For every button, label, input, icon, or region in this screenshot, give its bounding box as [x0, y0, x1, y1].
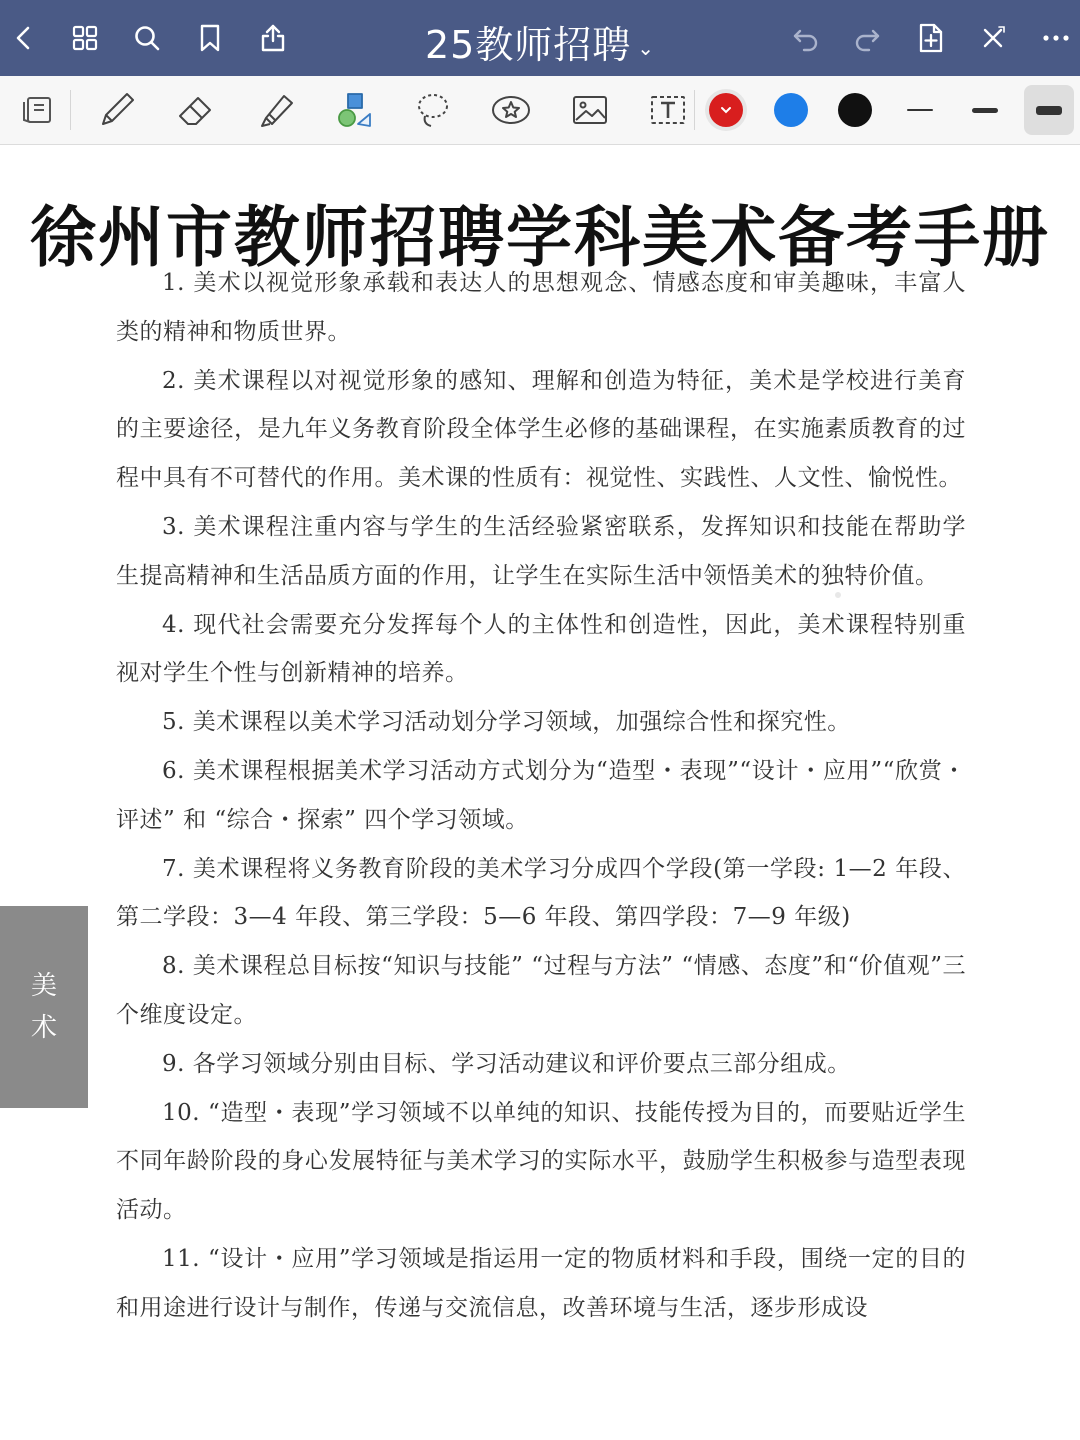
- pen-tool-icon[interactable]: [93, 86, 141, 134]
- page-heading: 徐州市教师招聘学科美术备考手册: [30, 199, 1050, 276]
- annotation-toolbar: [0, 76, 1080, 145]
- color-swatch-black[interactable]: [838, 93, 872, 127]
- paragraph: 3. 美术课程注重内容与学生的生活经验紧密联系，发挥知识和技能在帮助学生提高精神和生活品质方面的作用，让学生在实际生活中领悟美术的独特价值。: [116, 513, 966, 589]
- paragraph: 1. 美术以视觉形象承载和表达人的思想观念、情感态度和审美趣味，丰富人类的精神和物质世界。: [116, 270, 966, 345]
- undo-icon[interactable]: [785, 18, 825, 58]
- color-swatch-red[interactable]: [709, 93, 743, 127]
- chevron-down-icon: ⌄: [637, 35, 656, 60]
- paragraph: 11. “设计・应用”学习领域是指运用一定的物质材料和手段，围绕一定的目的和用途进行设计与制作，传递与交流信息，改善环境与生活，逐步形成设: [116, 1245, 966, 1321]
- text-tool-icon[interactable]: [644, 86, 692, 134]
- shapes-tool-icon[interactable]: [330, 86, 378, 134]
- stroke-thick-option[interactable]: [1024, 85, 1074, 135]
- paragraph: 6. 美术课程根据美术学习活动方式划分为“造型・表现”“设计・应用”“欣赏・评述” 和 “综合・探索” 四个学习领域。: [116, 757, 966, 833]
- redo-icon[interactable]: [848, 18, 888, 58]
- toolbar-divider: [70, 90, 71, 130]
- lasso-tool-icon[interactable]: [409, 86, 457, 134]
- subject-side-tab[interactable]: [0, 906, 88, 1108]
- side-tab-label: 美术: [30, 971, 57, 1043]
- toolbar-divider: [694, 90, 695, 130]
- highlighter-tool-icon[interactable]: [252, 86, 300, 134]
- paragraph: 9. 各学习领域分别由目标、学习活动建议和评价要点三部分组成。: [162, 1050, 851, 1077]
- sticker-tool-icon[interactable]: [487, 86, 535, 134]
- paragraph: 10. “造型・表现”学习领域不以单纯的知识、技能传授为目的，而要贴近学生不同年龄阶段的身心发展特征与美术学习的实际水平，鼓励学生积极参与造型表现活动。: [116, 1099, 966, 1224]
- stroke-medium-option[interactable]: [960, 92, 1010, 128]
- image-tool-icon[interactable]: [566, 86, 614, 134]
- chevron-down-icon: [709, 93, 743, 127]
- title-bar: [0, 0, 1080, 76]
- paragraph: 8. 美术课程总目标按“知识与技能” “过程与方法” “情感、态度”和“价值观”三个维度设定。: [116, 953, 966, 1028]
- paragraph: 7. 美术课程将义务教育阶段的美术学习分成四个学段(第一学段: 1—2 年段、第二学段：3—4 年段、第三学段：5—6 年段、第四学段：7—9 年级): [116, 855, 966, 931]
- paragraph: 5. 美术课程以美术学习活动划分学习领域，加强综合性和探究性。: [162, 709, 851, 736]
- color-swatch-blue[interactable]: [774, 93, 808, 127]
- eraser-tool-icon[interactable]: [172, 86, 220, 134]
- close-icon[interactable]: [973, 18, 1013, 58]
- add-page-icon[interactable]: [911, 18, 951, 58]
- paragraph: 2. 美术课程以对视觉形象的感知、理解和创造为特征，美术是学校进行美育的主要途径，是九年义务教育阶段全体学生必修的基础课程，在实施素质教育的过程中具有不可替代的作用。美术课的性质有：视觉性、实践性、人文性、愉悦性。: [116, 367, 966, 492]
- document-title-text: 25教师招聘: [424, 23, 632, 67]
- stroke-thin-option[interactable]: [895, 92, 945, 128]
- scroll-indicator-dot: [835, 592, 841, 598]
- read-mode-icon[interactable]: [14, 86, 62, 134]
- page-body: [116, 259, 966, 1333]
- document-page: [0, 144, 1080, 1440]
- more-options-icon[interactable]: [1036, 18, 1076, 58]
- paragraph: 4. 现代社会需要充分发挥每个人的主体性和创造性，因此，美术课程特别重视对学生个性与创新精神的培养。: [116, 611, 966, 687]
